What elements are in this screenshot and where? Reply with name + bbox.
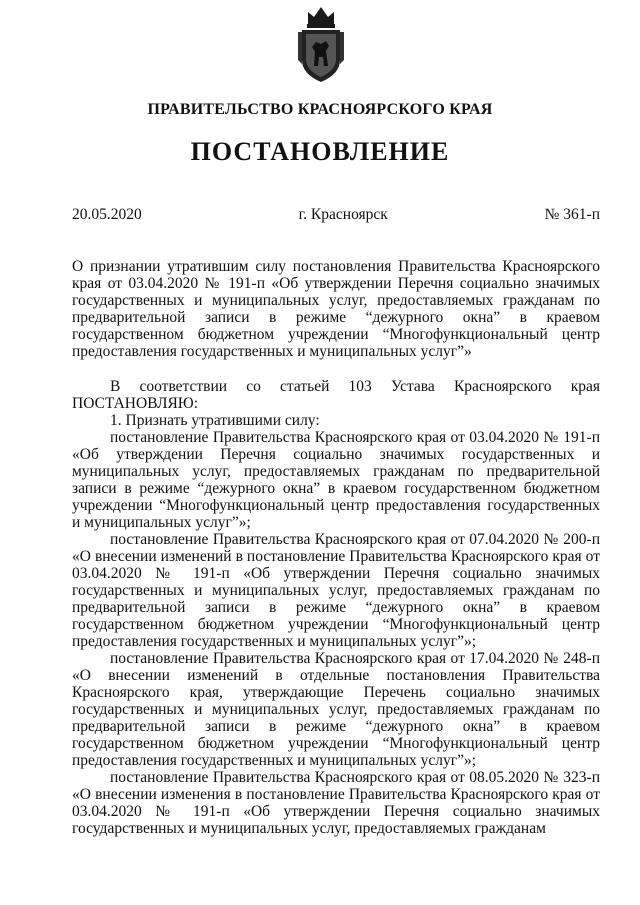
document-body (72, 378, 600, 837)
document-city: г. Красноярск (298, 206, 388, 223)
document-date: 20.05.2020 (72, 206, 142, 223)
document-meta (72, 206, 600, 224)
repealed-decree-1: постановление Правительства Красноярского края от 03.04.2020 № 191-п «Об утверждении Перечня социально значимых государственных и муниципальных услуг, предоставляемых гражданам по предварительной записи в режиме “дежурного окна” в краевом государственном бюджетном учреждении “Многофункциональный центр предоставления государственных и муниципальных услуг”»; (72, 429, 600, 531)
document-subject: О признании утратившим силу постановления Правительства Красноярского края от 03.04.2020 № 191-п «Об утверждении Перечня социально значимых государственных и муниципальных услуг, предоставляемых гражданам по предварительной записи в режиме “дежурного окна” в краевом государственном бюджетном учреждении “Многофункциональный центр предоставления государственных и муниципальных услуг”» (72, 258, 600, 360)
government-name: ПРАВИТЕЛЬСТВО КРАСНОЯРСКОГО КРАЯ (147, 101, 493, 118)
resolve-statement: ПОСТАНОВЛЯЮ: (72, 395, 199, 412)
document-type-title: ПОСТАНОВЛЕНИЕ (190, 137, 450, 166)
repealed-decree-4: постановление Правительства Красноярского края от 08.05.2020 № 323-п «О внесении изменения в постановление Правительства Красноярского края от 03.04.2020 № 191-п «Об утверждении Перечня социально значимых государственных и муниципальных услуг, предоставляемых гражданам (72, 769, 600, 837)
coat-of-arms-icon (294, 2, 348, 84)
intro-paragraph: В соответствии со статьей 103 Устава Красноярского края (110, 378, 600, 395)
repealed-decree-2: постановление Правительства Красноярского края от 07.04.2020 № 200-п «О внесении изменений в постановление Правительства Красноярского края от 03.04.2020 № 191-п «Об утверждении Перечня социально значимых государственных и муниципальных услуг, предоставляемых гражданам по предварительной записи в режиме “дежурного окна” в краевом государственном бюджетном учреждении “Многофункциональный центр предоставления государственных и муниципальных услуг”»; (72, 531, 600, 650)
clause-1: 1. Признать утратившими силу: (110, 412, 320, 429)
document-number: № 361-п (544, 206, 600, 223)
repealed-decree-3: постановление Правительства Красноярского края от 17.04.2020 № 248-п «О внесении изменений в отдельные постановления Правительства Красноярского края, утверждающие Перечень социально значимых государственных и муниципальных услуг, предоставляемых гражданам по предварительной записи в режиме “дежурного окна” в краевом государственном бюджетном учреждении “Многофункциональный центр предоставления государственных и муниципальных услуг”»; (72, 650, 600, 769)
